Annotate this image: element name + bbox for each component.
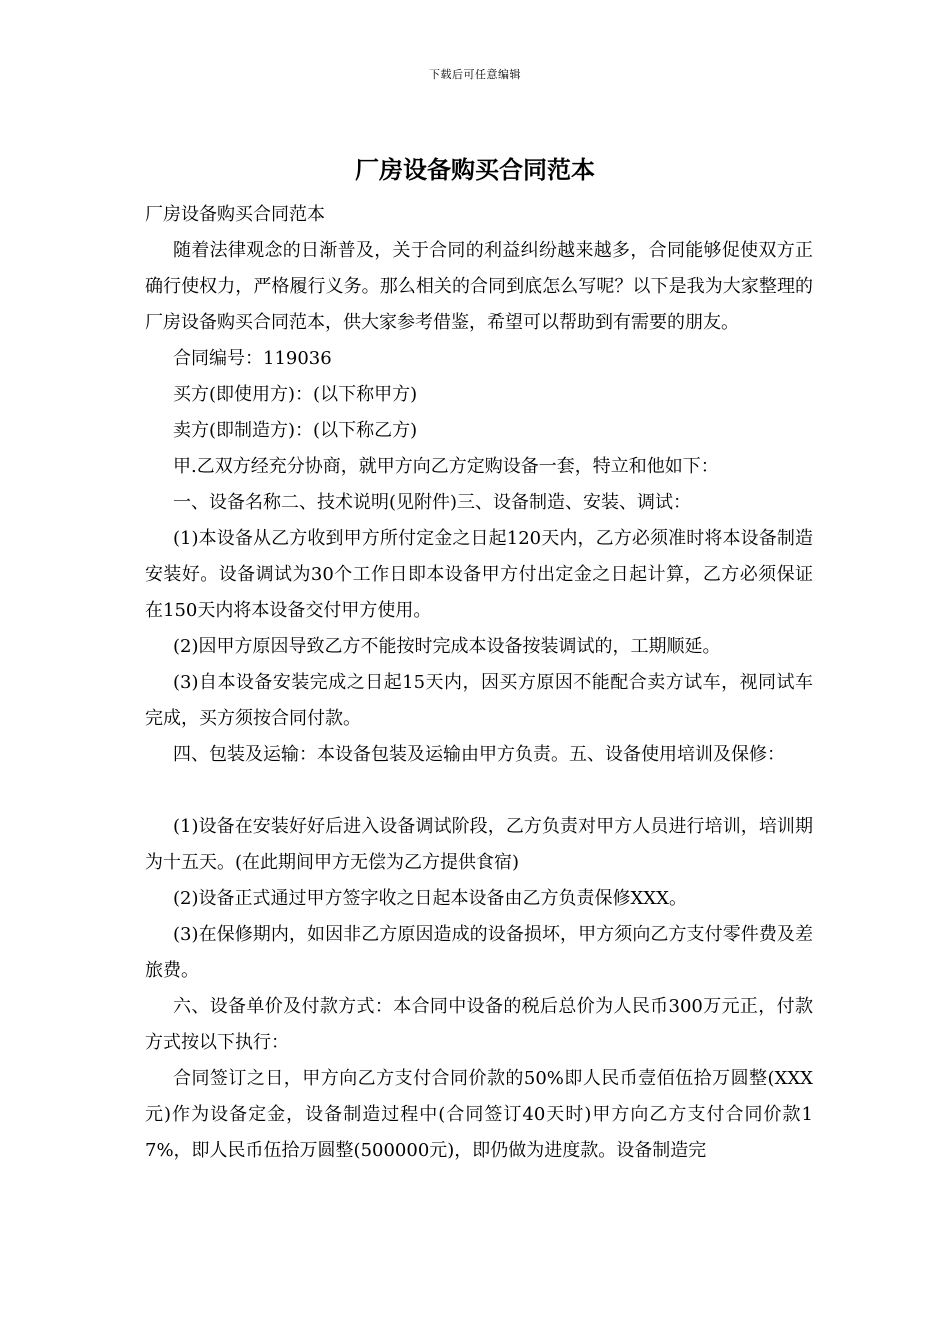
paragraph-clause-3-2: (2)因甲方原因导致乙方不能按时完成本设备按装调试的，工期顺延。 — [173, 636, 721, 657]
paragraph-contract-number: 合同编号：119036 — [173, 348, 332, 369]
paragraph-buyer: 买方(即使用方)：(以下称甲方) — [173, 384, 418, 405]
paragraph-payment-terms: 合同签订之日，甲方向乙方支付合同价款的50%即人民币壹佰伍拾万圆整(XXX元)作为设备定金，设备制造过程中(合同签订40天时)甲方向乙方支付合同价款17%，即人民币伍拾万圆整(500000元)，即仍做为进度款。设备制造完 — [145, 1068, 813, 1161]
document-title: 厂房设备购买合同范本 — [355, 156, 595, 184]
blank-line — [145, 773, 813, 809]
paragraph-clause-5-3: (3)在保修期内，如因非乙方原因造成的设备损坏，甲方须向乙方支付零件费及差旅费。 — [145, 924, 813, 981]
paragraph-section-6: 六、设备单价及付款方式：本合同中设备的税后总价为人民币300万元正，付款方式按以下执行： — [145, 996, 813, 1053]
paragraph-clause-3-1: (1)本设备从乙方收到甲方所付定金之日起120天内，乙方必须准时将本设备制造安装好。设备调试为30个工作日即本设备甲方付出定金之日起计算，乙方必须保证在150天内将本设备交付甲方使用。 — [145, 528, 813, 621]
paragraph-section-4-5: 四、包装及运输：本设备包装及运输由甲方负责。五、设备使用培训及保修： — [173, 744, 785, 765]
paragraph-agreement: 甲.乙双方经充分协商，就甲方向乙方定购设备一套，特立和他如下： — [173, 456, 719, 477]
header-note: 下载后可任意编辑 — [429, 68, 521, 81]
paragraph-clause-3-3: (3)自本设备安装完成之日起15天内，因买方原因不能配合卖方试车，视同试车完成，买方须按合同付款。 — [145, 672, 813, 729]
paragraph-clause-5-2: (2)设备正式通过甲方签字收之日起本设备由乙方负责保修XXX。 — [173, 888, 687, 909]
paragraph-subtitle: 厂房设备购买合同范本 — [145, 204, 325, 225]
paragraph-intro: 随着法律观念的日渐普及，关于合同的利益纠纷越来越多，合同能够促使双方正确行使权力，严格履行义务。那么相关的合同到底怎么写呢？以下是我为大家整理的厂房设备购买合同范本，供大家参考借鉴，希望可以帮助到有需要的朋友。 — [145, 240, 813, 333]
document-body — [145, 197, 813, 1169]
paragraph-seller: 卖方(即制造方)：(以下称乙方) — [173, 420, 418, 441]
paragraph-section-1-3: 一、设备名称二、技术说明(见附件)三、设备制造、安装、调试： — [173, 492, 692, 513]
paragraph-clause-5-1: (1)设备在安装好好后进入设备调试阶段，乙方负责对甲方人员进行培训，培训期为十五天。(在此期间甲方无偿为乙方提供食宿) — [145, 816, 813, 873]
